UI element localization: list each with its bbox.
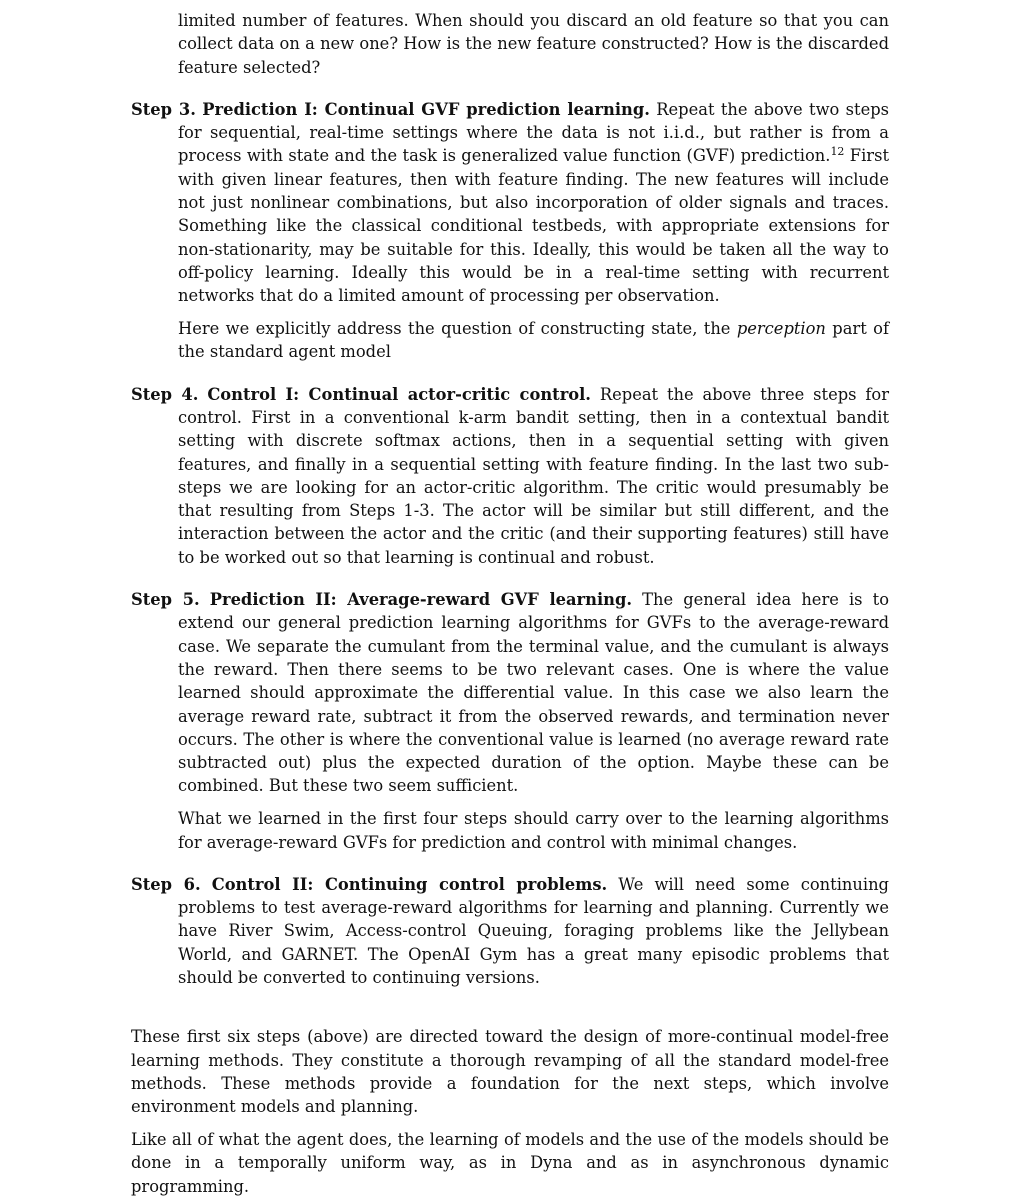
step-4-text: Repeat the above three steps for control. First in a conventional k-arm bandit setting, then in a contextual bandit setting with discrete softmax actions, then in a sequential setting with given features, and finally in a sequential setting with feature finding. In the last two sub-steps we are looking for an actor-critic algorithm. The critic would presumably be that resulting from Steps 1-3. The actor will be similar but still different, and the interaction between the actor and the critic (and their supporting features) still have to be worked out so that learning is continual and robust. [178, 384, 890, 567]
top-paragraph: limited number of features. When should you discard an old feature so that you can collect data on a new one? How is the new feature constructed? How is the discarded feature selected? [178, 11, 889, 77]
emphasis-perception: perception [736, 319, 826, 339]
closing-paragraph-2: Like all of what the agent does, the learning of models and the use of the models should be done in a temporally uniform way, as in Dyna and as in asynchronous dynamic programming. [131, 1129, 889, 1196]
step-6-text: We will need some continuing problems to test average-reward algorithms for learning and planning. Currently we have River Swim, Access-control Queuing, foraging problems like the Jellybean World, and GARNET. The OpenAI Gym has a great many episodic problems that should be converted to continuing versions. [178, 874, 889, 987]
step-3-followup [178, 317, 889, 364]
step-5-followup: What we learned in the first four steps should carry over to the learning algorithms for average-reward GVFs for prediction and control with minimal changes. [178, 809, 889, 852]
step-6-label: Step 6. [131, 874, 201, 894]
step-6-title: Control II: Continuing control problems. [211, 874, 608, 894]
step-4-paragraph [131, 383, 890, 569]
step-5-title: Prediction II: Average-reward GVF learning. [209, 590, 633, 610]
step-5-text: The general idea here is to extend our general prediction learning algorithms for GVFs to the average-reward case. We separate the cumulant from the terminal value, and the cumulant is always the reward. Then there seems to be two relevant cases. One is where the value learned should approximate the differential value. In this case we also learn the average reward rate, subtract it from the observed rewards, and termination never occurs. The other is where the conventional value is learned (no average reward rate subtracted out) plus the expected duration of the option. Maybe these can be combined. But these two seem sufficient. [178, 590, 889, 796]
step-4-label: Step 4. [131, 384, 199, 404]
footnote-mark: 12 [830, 145, 845, 159]
step-5-label: Step 5. [131, 590, 200, 610]
step-3-paragraph [131, 98, 889, 308]
step-5-paragraph [131, 588, 889, 798]
step-3-title: Prediction I: Continual GVF prediction learning. [202, 99, 650, 119]
step-3-label: Step 3. [131, 99, 196, 119]
step-3-followup-text: Here we explicitly address the question of constructing state, the [178, 319, 737, 339]
closing-paragraph-1: These first six steps (above) are directed toward the design of more-continual model-free learning methods. They constitute a thorough revamping of all the standard model-free methods. These methods provide a foundation for the next steps, which involve environment models and planning. [131, 1027, 889, 1117]
step-6-paragraph [131, 873, 889, 989]
document-page [131, 9, 889, 1198]
step-3-followup-text-end: part of the standard agent model [178, 319, 889, 362]
step-3-text: Repeat the above two steps for sequential, real-time settings where the data is not i.i.d., but rather is from a process with state and the task is generalized value function (GVF) prediction. [178, 99, 889, 166]
step-3-text-continued: First with given linear features, then with feature finding. The new features will include not just nonlinear combinations, but also incorporation of older signals and traces. Something like the classical conditional testbeds, with appropriate extensions for non-stationarity, may be suitable for this. Ideally, this would be taken all the way to off-policy learning. Ideally this would be in a real-time setting with recurrent networks that do a limited amount of processing per observation. [178, 146, 889, 306]
step-4-title: Control I: Continual actor-critic control. [207, 384, 591, 404]
